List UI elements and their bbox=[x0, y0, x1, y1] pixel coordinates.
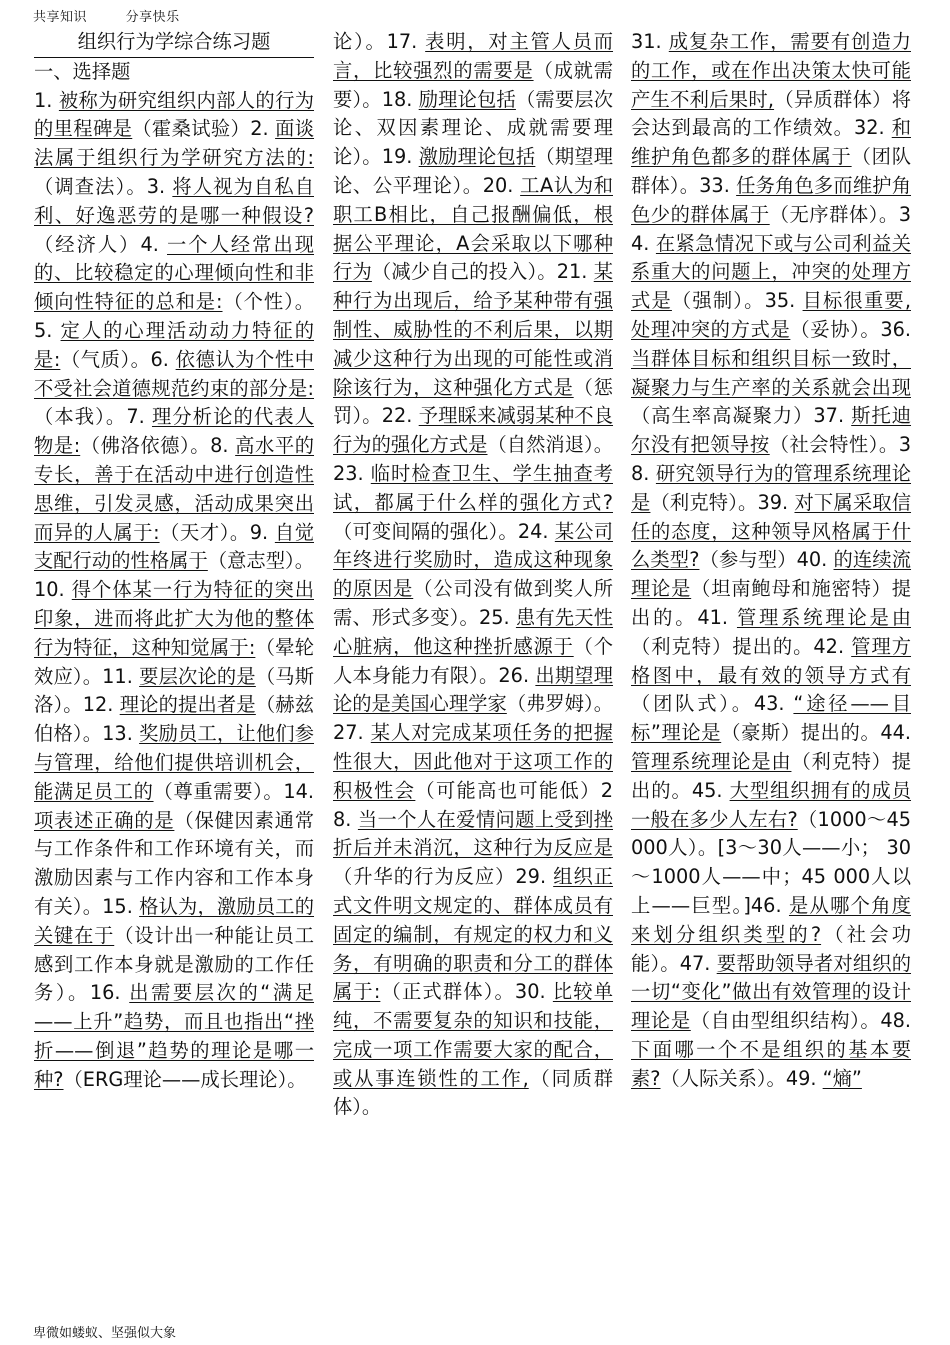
column-3-body bbox=[631, 28, 911, 1093]
question-number: 49. bbox=[785, 1066, 823, 1090]
question-number: 41. bbox=[697, 605, 737, 629]
answer-text: （自由型组织结构）。 bbox=[690, 1009, 881, 1033]
question-number: 44. bbox=[880, 721, 912, 745]
question-text: 表明，对主管人员而言，比较强烈的需要是 bbox=[333, 30, 614, 82]
question-number: 35. bbox=[764, 289, 803, 313]
question-text: 下面哪一个不是组织的基本要素? bbox=[631, 1037, 911, 1090]
question-number: 3. bbox=[146, 174, 173, 198]
question-item bbox=[333, 260, 613, 427]
question-text: 要层次论的是 bbox=[139, 664, 256, 688]
question-text: 管理方格图中，最有效的领导方式有 bbox=[631, 634, 912, 687]
question-text: 患有先天性心脏病，他这种挫折感源于 bbox=[333, 605, 614, 658]
question-text: 管理系统理论是由 bbox=[736, 605, 911, 629]
question-number: 29. bbox=[515, 865, 554, 889]
question-text: 管理系统理论是由 bbox=[631, 749, 792, 773]
question-text: 某公司年终进行奖励时，造成这种现象的原因是 bbox=[333, 519, 614, 601]
header-left: 共享知识 bbox=[33, 10, 88, 25]
question-number: 5. bbox=[34, 318, 61, 342]
answer-text: （团队式）。 bbox=[631, 692, 754, 716]
question-number: 34. bbox=[631, 202, 912, 255]
question-number: 13. bbox=[102, 722, 140, 746]
answer-text: （个性）。 bbox=[222, 290, 314, 314]
answer-text: （气质）。 bbox=[60, 347, 151, 371]
question-text: 格认为，激励员工的关键在于 bbox=[34, 894, 315, 947]
question-text: 将人视为自私自利、好逸恶劳的是哪一种假设? bbox=[34, 174, 314, 227]
question-text: 工A认为和职工B相比，自己报酬偏低，根据公平理论，A会采取以下哪种行为 bbox=[333, 173, 613, 284]
question-text: 奖励员工，让他们参与管理，给他们提供培训机会，能满足员工的 bbox=[34, 722, 315, 803]
question-number: 23. bbox=[333, 461, 371, 485]
question-text: 研究领导行为的管理系统理论是 bbox=[631, 461, 912, 514]
question-text: 在紧急情况下或与公司利益关系重大的问题上，冲突的处理方式是 bbox=[631, 231, 912, 313]
answer-text: （自然消退）。 bbox=[487, 433, 614, 457]
question-number: 10. bbox=[34, 578, 72, 602]
question-text: 临时检查卫生、学生抽查考试，都属于什么样的强化方式? bbox=[333, 461, 613, 514]
answer-text: （ERG理论——成长理论）。 bbox=[63, 1067, 307, 1091]
answer-text: （佛洛依德）。 bbox=[80, 434, 211, 458]
answer-text: （团队群体）。 bbox=[631, 145, 912, 197]
answer-text: （期望理论、公平理论）。 bbox=[333, 145, 614, 197]
question-text: 大型组织拥有的成员一般在多少人左右? bbox=[631, 778, 912, 831]
question-text: 高水平的专长，善于在活动中进行创造性思维，引发灵感，活动成果突出而异的人属于: bbox=[34, 434, 315, 544]
question-text: 激励理论包括 bbox=[418, 145, 536, 169]
answer-text: （保健因素通常与工作条件和工作环境有关，而激励因素与工作内容和工作本身有关）。 bbox=[34, 808, 315, 918]
page-header bbox=[33, 6, 214, 25]
question-number: 12. bbox=[82, 693, 120, 717]
question-number: 14. bbox=[283, 779, 315, 803]
question-text: 当群体目标和组织目标一致时，凝聚力与生产率的关系就会出现 bbox=[631, 346, 911, 399]
question-text: 任务角色多而维护角色少的群体属于 bbox=[631, 173, 912, 226]
answer-text: （1000～45000人）。[3～30人——小； 30～1000人——中；45 000人以上——巨型。] bbox=[631, 807, 911, 917]
answer-text: （人际关系）。 bbox=[660, 1066, 786, 1090]
question-number: 18. bbox=[381, 87, 419, 111]
answer-text: （惩罚）。 bbox=[333, 375, 614, 428]
question-text: 比较单纯，不需要复杂的知识和技能，完成一项工作需要大家的配合，或从事连锁性的工作, bbox=[333, 980, 614, 1090]
question-text: 理论的提出者是 bbox=[119, 693, 256, 717]
answer-text: （利克特）。 bbox=[650, 490, 758, 514]
question-number: 4. bbox=[140, 232, 167, 256]
question-number: 38. bbox=[631, 433, 912, 485]
question-text: 面谈法属于组织行为学研究方法的: bbox=[34, 117, 315, 170]
column-1-body bbox=[34, 87, 314, 1095]
question-text: 某种行为出现后，给予某种带有强制性、威胁性的不利后果，以期减少这种行为出现的可能性或消除该行为，这种强化方式是 bbox=[333, 260, 614, 399]
question-number: 1. bbox=[34, 88, 59, 112]
question-number: 33. bbox=[699, 173, 737, 197]
question-text: 依德认为个性中不受社会道德规范约束的部分是: bbox=[34, 347, 315, 400]
question-text: 被称为研究组织内部人的行为的里程碑是 bbox=[34, 88, 315, 141]
carryover-text: 论）。 bbox=[333, 30, 387, 53]
question-number: 17. bbox=[386, 30, 426, 53]
question-number: 24. bbox=[517, 519, 555, 543]
question-item bbox=[786, 1067, 862, 1090]
answer-text: （天才）。 bbox=[159, 520, 250, 544]
question-text: 理分析论的代表人物是: bbox=[34, 405, 315, 458]
question-number: 47. bbox=[679, 951, 717, 975]
column-2-body bbox=[333, 28, 613, 1122]
question-number: 8. bbox=[210, 434, 236, 458]
question-number: 46. bbox=[750, 893, 789, 917]
question-number: 21. bbox=[556, 260, 594, 284]
question-number: 32. bbox=[853, 116, 892, 140]
answer-text: （强制）。 bbox=[671, 289, 765, 313]
answer-text: （异质群体）将会达到最高的工作绩效。 bbox=[631, 87, 911, 140]
question-number: 11. bbox=[102, 664, 140, 688]
question-text: 对下属采取信任的态度，这种领导风格属于什么类型? bbox=[631, 490, 912, 572]
question-text: 和维护角色都多的群体属于 bbox=[631, 116, 911, 169]
answer-text: （升华的行为反应） bbox=[333, 865, 516, 889]
question-text: 得个体某一行为特征的突出印象，进而将此扩大为他的整体行为特征，这种知觉属于: bbox=[34, 578, 314, 659]
question-item bbox=[333, 721, 613, 802]
answer-text: （正式群体）。 bbox=[380, 980, 515, 1004]
question-number: 15. bbox=[102, 894, 140, 918]
answer-text: （减少自己的投入）。 bbox=[371, 260, 557, 284]
page-footer: 卑微如蝼蚁、坚强似大象 bbox=[33, 1326, 177, 1341]
question-number: 16. bbox=[89, 981, 130, 1005]
question-number: 37. bbox=[813, 404, 852, 428]
question-text: 组织正式文件明文规定的、群体成员有固定的编制，有规定的权力和义务，有明确的职责和分工的群体属于: bbox=[333, 865, 614, 1004]
section-heading: 一、选择题 bbox=[34, 59, 131, 83]
answer-text: （豪斯）提出的。 bbox=[721, 721, 881, 745]
column-1 bbox=[34, 28, 314, 1094]
question-text: 项表述正确的是 bbox=[34, 808, 175, 832]
answer-text: （个人本身能力有限）。 bbox=[333, 634, 614, 687]
answer-text: （设计出一种能让员工感到工作本身就是激励的工作任务）。 bbox=[34, 923, 315, 1005]
question-number: 2. bbox=[250, 117, 276, 141]
question-number: 42. bbox=[813, 634, 852, 658]
question-number: 45. bbox=[691, 778, 730, 802]
answer-text: （成就需要）。 bbox=[333, 58, 614, 111]
question-text: 当一个人在爱情问题上受到挫折后并未消沉，这种行为反应是 bbox=[333, 807, 614, 860]
question-number: 9. bbox=[249, 520, 275, 544]
answer-text: （无序群体）。 bbox=[769, 202, 899, 226]
answer-text: （坦南鲍母和施密特）提出的。 bbox=[631, 577, 912, 629]
header-right: 分享快乐 bbox=[125, 10, 180, 25]
question-number: 36. bbox=[880, 317, 912, 341]
question-number: 39. bbox=[757, 490, 795, 514]
question-text: 目标很重要, 处理冲突的方式是 bbox=[631, 289, 911, 341]
answer-text: （本我）。 bbox=[34, 405, 127, 429]
question-number: 7. bbox=[126, 405, 152, 429]
answer-text: （意志型）。 bbox=[207, 549, 315, 573]
question-number: 40. bbox=[796, 548, 834, 572]
question-text: 予理睬来减弱某种不良行为的强化方式是 bbox=[333, 404, 614, 457]
answer-text: （可变间隔的强化）。 bbox=[333, 519, 518, 543]
question-text: 是从哪个角度来划分组织类型的? bbox=[631, 893, 911, 946]
question-number: 26. bbox=[498, 663, 536, 687]
question-number: 27. bbox=[333, 721, 371, 745]
answer-text: （尊重需要）。 bbox=[153, 779, 284, 803]
question-text: 某人对完成某项任务的把握性很大，因此他对于这项工作的积极性会 bbox=[333, 721, 613, 802]
question-number: 48. bbox=[880, 1009, 911, 1033]
question-number: 22. bbox=[381, 404, 419, 428]
question-text: 出期望理论的是美国心理学家 bbox=[333, 663, 614, 716]
answer-text: （需要层次论、双因素理论、成就需要理论）。 bbox=[333, 87, 614, 169]
question-text: 一个人经常出现的、比较稳定的心理倾向性和非倾向性特征的总和是: bbox=[34, 232, 315, 314]
question-text: 自觉支配行动的性格属于 bbox=[34, 520, 314, 573]
answer-text: （同质群体）。 bbox=[333, 1066, 613, 1119]
question-text: 励理论包括 bbox=[418, 87, 516, 111]
answer-text: （霍桑试验） bbox=[132, 117, 251, 141]
question-text: “熵” bbox=[822, 1066, 862, 1090]
answer-text: （弗罗姆）。 bbox=[506, 692, 614, 716]
question-number: 19. bbox=[381, 145, 419, 169]
question-number: 25. bbox=[478, 605, 516, 629]
question-number: 6. bbox=[150, 347, 176, 371]
question-text: “途径——目标”理论是 bbox=[631, 692, 911, 745]
answer-text: （利克特）提出的。 bbox=[631, 634, 814, 658]
question-text: 出需要层次的“满足——上升”趋势，而且也指出“挫折——倒退”趋势的理论是哪一种? bbox=[34, 981, 314, 1091]
column-2 bbox=[333, 28, 613, 1122]
answer-text: （马斯洛）。 bbox=[34, 664, 315, 717]
question-number: 43. bbox=[753, 692, 794, 716]
answer-text: （赫兹伯格）。 bbox=[34, 693, 315, 746]
question-number: 31. bbox=[631, 30, 669, 53]
answer-text: （妥协）。 bbox=[790, 317, 881, 341]
page-title: 组织行为学综合练习题 bbox=[34, 28, 314, 58]
answer-text: （社会特性）。 bbox=[769, 433, 899, 457]
answer-text: （经济人） bbox=[34, 232, 141, 256]
answer-text: （参与型） bbox=[699, 548, 797, 572]
answer-text: （高生率高凝聚力） bbox=[631, 404, 814, 428]
question-text: 成复杂工作，需要有创造力的工作，或在作出决策太快可能产生不利后果时, bbox=[631, 30, 911, 111]
question-text: 要帮助领导者对组织的一切“变化”做出有效管理的设计理论是 bbox=[631, 951, 912, 1033]
question-text: 的连续流理论是 bbox=[631, 548, 912, 601]
question-number: 30. bbox=[514, 980, 553, 1004]
answer-text: （利克特）提出的。 bbox=[631, 749, 912, 802]
answer-text: （社会功能）。 bbox=[631, 922, 911, 975]
question-number: 28. bbox=[333, 778, 613, 831]
question-text: 斯托迪尔没有把领导按 bbox=[631, 404, 912, 457]
column-3 bbox=[631, 28, 911, 1093]
question-number: 20. bbox=[482, 173, 521, 197]
answer-text: （可能高也可能低） bbox=[415, 778, 601, 802]
question-text: 定人的心理活动动力特征的是: bbox=[34, 318, 315, 371]
answer-text: （调查法）。 bbox=[34, 174, 147, 198]
answer-text: （晕轮效应）。 bbox=[34, 635, 314, 688]
answer-text: （公司没有做到奖人所需、形式多变）。 bbox=[333, 577, 614, 629]
